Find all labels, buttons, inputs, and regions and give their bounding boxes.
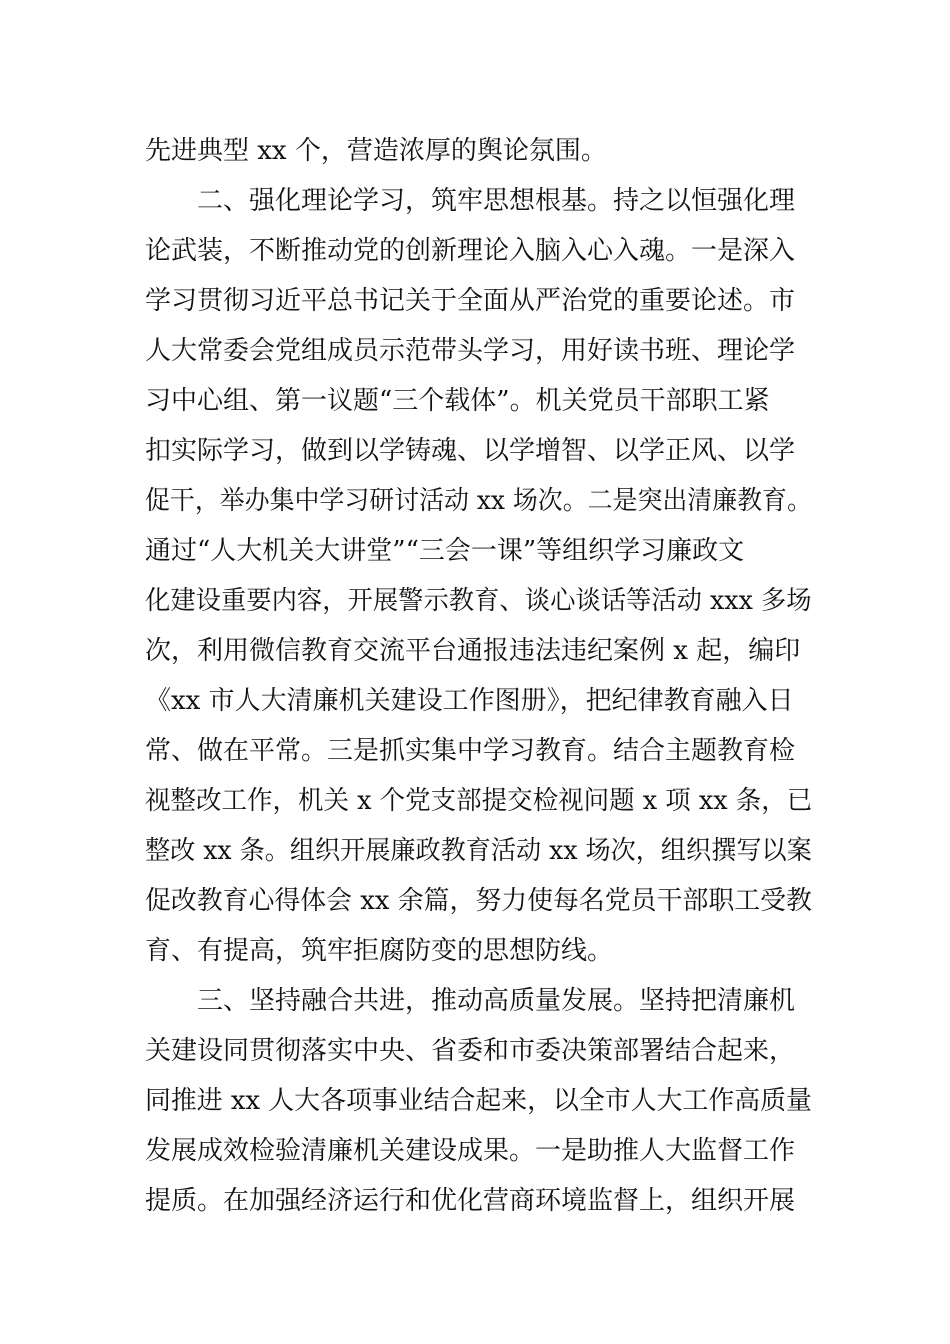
text-line-19: 关建设同贯彻落实中央、省委和市委决策部署结合起来， <box>145 1036 796 1066</box>
text-line-4: 学习贯彻习近平总书记关于全面从严治党的重要论述。市 <box>145 286 796 316</box>
text-line-13: 常、做在平常。三是抓实集中学习教育。结合主题教育检 <box>145 736 796 766</box>
heading-section-3: 三、坚持融合共进，推动高质量发展。坚持把清廉机 <box>197 986 796 1016</box>
text-line-1: 先进典型 xx 个，营造浓厚的舆论氛围。 <box>145 136 607 166</box>
text-line-16: 促改教育心得体会 xx 余篇，努力使每名党员干部职工受教 <box>145 886 812 916</box>
text-line-8: 促干，举办集中学习研讨活动 xx 场次。二是突出清廉教育。 <box>145 486 812 516</box>
text-line-15: 整改 xx 条。组织开展廉政教育活动 xx 场次，组织撰写以案 <box>145 836 812 866</box>
text-line-7: 扣实际学习，做到以学铸魂、以学增智、以学正风、以学 <box>145 436 796 466</box>
text-line-11: 次，利用微信教育交流平台通报违法违纪案例 x 起，编印 <box>145 636 801 666</box>
text-line-10: 化建设重要内容，开展警示教育、谈心谈话等活动 xxx 多场 <box>145 586 812 616</box>
text-line-12: 《xx 市人大清廉机关建设工作图册》，把纪律教育融入日 <box>145 686 794 716</box>
text-line-22: 提质。在加强经济运行和优化营商环境监督上，组织开展 <box>145 1186 796 1216</box>
text-line-3: 论武装，不断推动党的创新理论入脑入心入魂。一是深入 <box>145 236 796 266</box>
text-line-21: 发展成效检验清廉机关建设成果。一是助推人大监督工作 <box>145 1136 796 1166</box>
text-line-9: 通过“人大机关大讲堂”“三会一课”等组织学习廉政文 <box>145 536 745 566</box>
text-line-5: 人大常委会党组成员示范带头学习，用好读书班、理论学 <box>145 336 796 366</box>
text-line-14: 视整改工作，机关 x 个党支部提交检视问题 x 项 xx 条，已 <box>145 786 813 816</box>
text-line-17: 育、有提高，筑牢拒腐防变的思想防线。 <box>145 936 614 966</box>
text-line-20: 同推进 xx 人大各项事业结合起来，以全市人大工作高质量 <box>145 1086 812 1116</box>
text-line-6: 习中心组、第一议题“三个载体”。机关党员干部职工紧 <box>145 386 770 416</box>
heading-section-2: 二、强化理论学习，筑牢思想根基。持之以恒强化理 <box>197 186 796 216</box>
